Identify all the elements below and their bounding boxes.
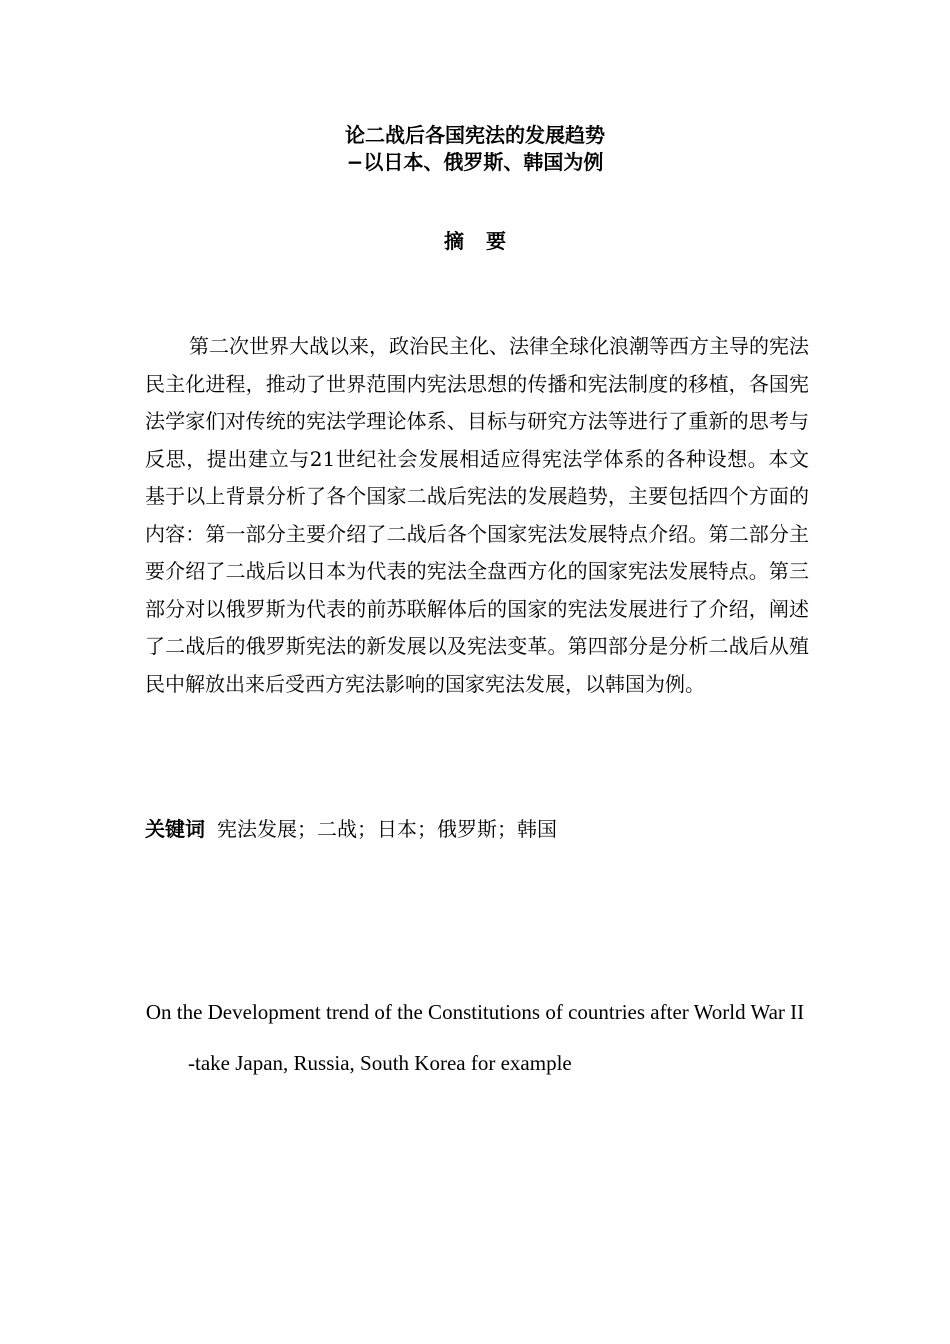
abstract-body: 第二次世界大战以来，政治民主化、法律全球化浪潮等西方主导的宪法民主化进程，推动了世界范围内宪法思想的传播和宪法制度的移植，各国宪法学家们对传统的宪法学理论体系、目标与研究方法等进行了重新的思考与反思，提出建立与21世纪社会发展相适应得宪法学体系的各种设想。本文基于以上背景分析了各个国家二战后宪法的发展趋势，主要包括四个方面的内容：第一部分主要介绍了二战后各个国家宪法发展特点介绍。第二部分主要介绍了二战后以日本为代表的宪法全盘西方化的国家宪法发展特点。第三部分对以俄罗斯为代表的前苏联解体后的国家的宪法发展进行了介绍，阐述了二战后的俄罗斯宪法的新发展以及宪法变革。第四部分是分析二战后从殖民中解放出来后受西方宪法影响的国家宪法发展，以韩国为例。: [145, 334, 809, 696]
english-subtitle: -take Japan, Russia, South Korea for example: [188, 1051, 572, 1075]
abstract-heading: 摘要: [444, 229, 528, 253]
keywords-label: 关键词: [145, 817, 205, 841]
thesis-title-subtitle: −以日本、俄罗斯、韩国为例: [346, 150, 604, 174]
thesis-title-main: 论二战后各国宪法的发展趋势: [345, 123, 605, 147]
keywords-line: [145, 814, 809, 845]
thesis-title: [0, 122, 950, 176]
english-title: On the Development trend of the Constitutions of countries after World War II: [145, 1000, 805, 1024]
keywords-text: 宪法发展；二战；日本；俄罗斯；韩国: [217, 817, 557, 841]
